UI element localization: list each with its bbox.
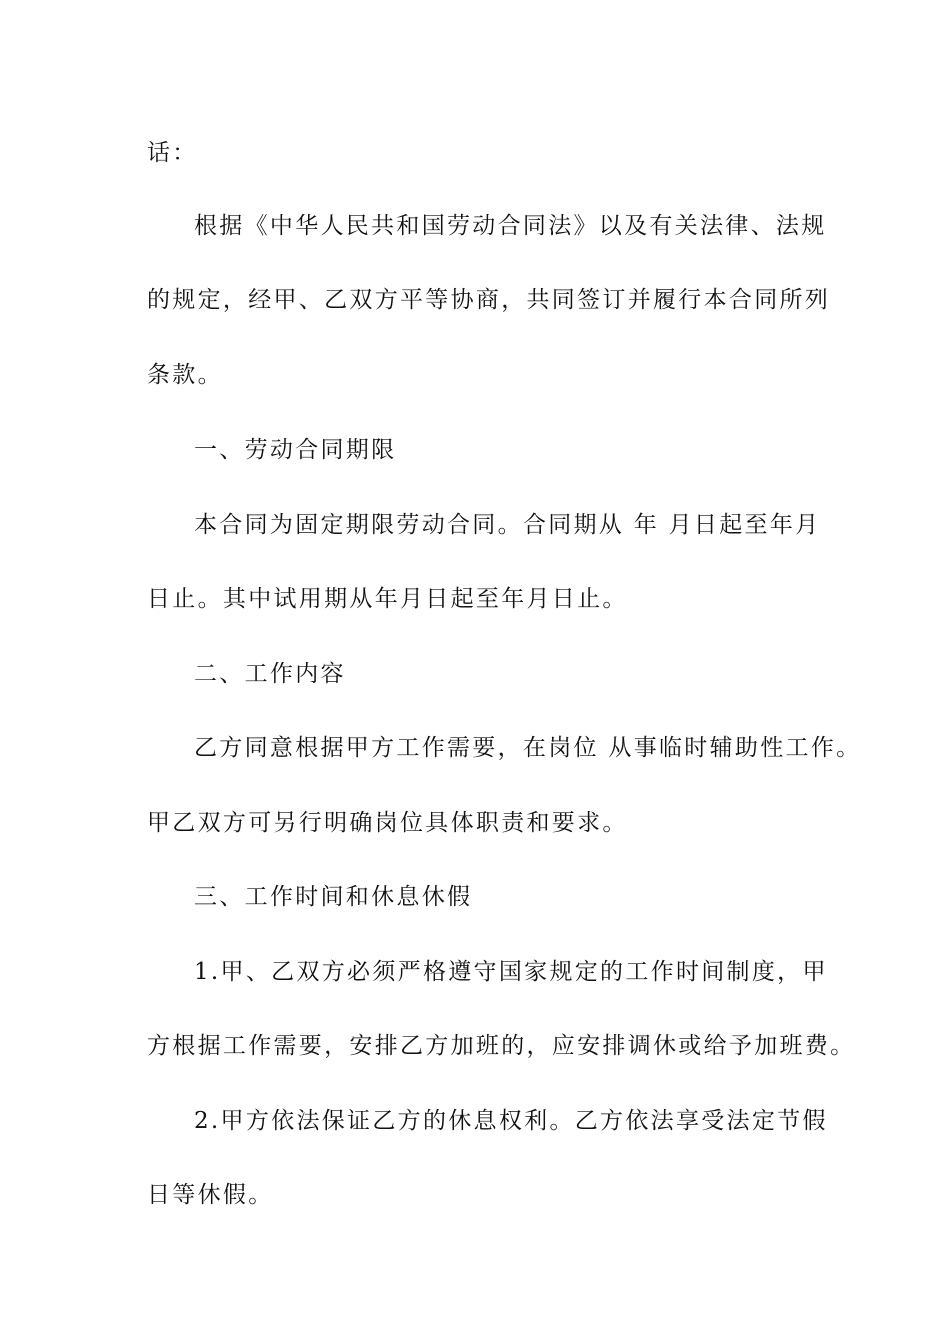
text-line-continuation: 话： [147, 140, 198, 166]
paragraph-term-line-2: 日止。其中试用期从年月日起至年月日止。 [147, 586, 628, 612]
clause-1-line-1: 1.甲、乙双方必须严格遵守国家规定的工作时间制度，甲 [194, 959, 828, 985]
paragraph-work-line-1: 乙方同意根据甲方工作需要，在岗位 从事临时辅助性工作。 [194, 735, 862, 761]
paragraph-intro-line-2: 的规定，经甲、乙双方平等协商，共同签订并履行本合同所列 [147, 287, 831, 313]
clause-2-line-1: 2.甲方依法保证乙方的休息权利。乙方依法享受法定节假 [194, 1108, 828, 1134]
paragraph-work-line-2: 甲乙双方可另行明确岗位具体职责和要求。 [147, 810, 628, 836]
clause-1-line-2: 方根据工作需要，安排乙方加班的，应安排调休或给予加班费。 [147, 1033, 856, 1059]
paragraph-term-line-1: 本合同为固定期限劳动合同。合同期从 年 月日起至年月 [194, 512, 821, 538]
section-heading-contract-term: 一、劳动合同期限 [194, 437, 397, 463]
paragraph-intro-line-3: 条款。 [147, 362, 223, 388]
section-heading-work-hours: 三、工作时间和休息休假 [194, 884, 473, 910]
clause-2-line-2: 日等休假。 [147, 1182, 274, 1208]
paragraph-intro-line-1: 根据《中华人民共和国劳动合同法》以及有关法律、法规 [194, 213, 827, 239]
section-heading-work-content: 二、工作内容 [194, 661, 346, 687]
